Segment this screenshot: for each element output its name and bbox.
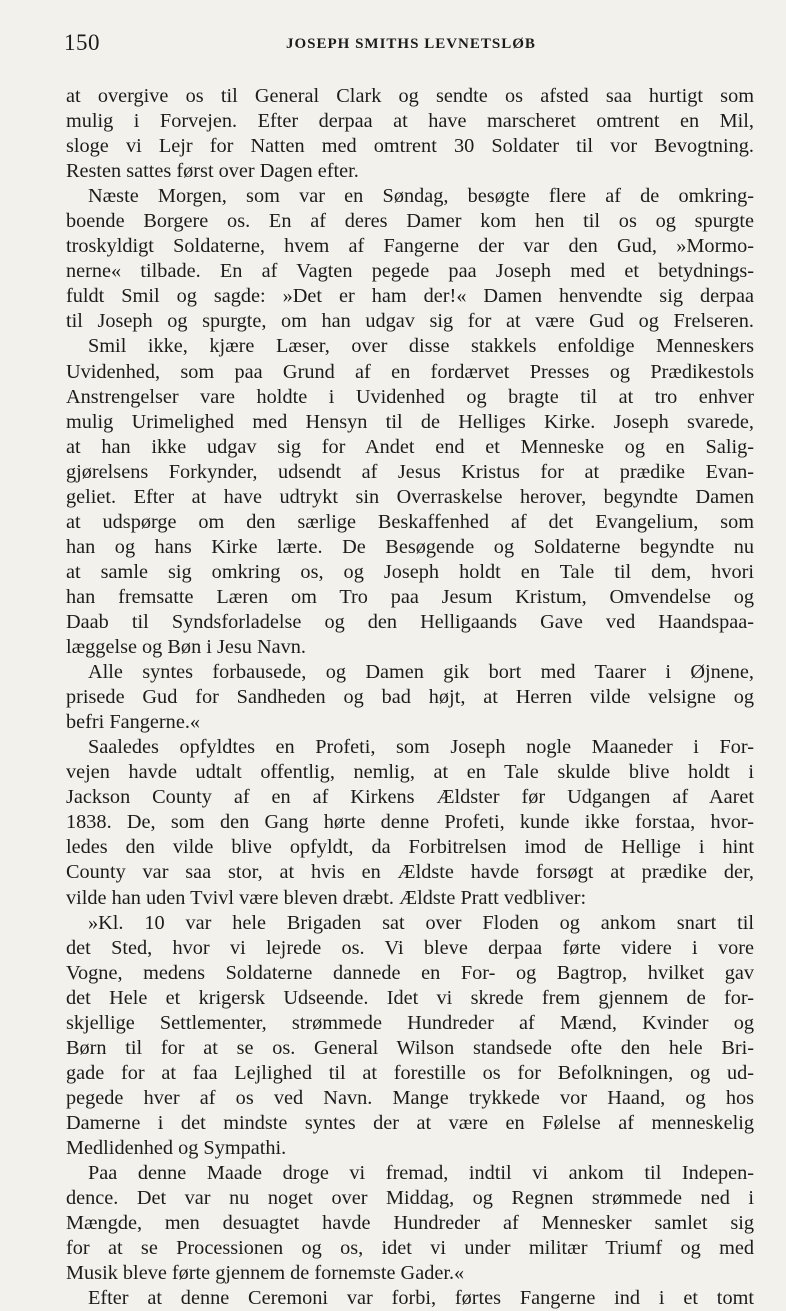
text-line: ledes den vilde blive opfyldt, da Forbitrelsen imod de Hellige i hint: [66, 836, 754, 859]
text-line: Efter at denne Ceremoni var forbi, førtes Fangerne ind i et tomt: [88, 1287, 754, 1310]
text-line: han og hans Kirke lærte. De Besøgende og Soldaterne begyndte nu: [66, 535, 754, 558]
text-line: Medlidenhed og Sympathi.: [66, 1136, 287, 1159]
text-line: gade for at faa Lejlighed til at forestille os for Befolkningen, og ud-: [66, 1061, 754, 1084]
text-line: læggelse og Bøn i Jesu Navn.: [66, 636, 306, 659]
text-line: 1838. De, som den Gang hørte denne Profeti, kunde ikke forstaa, hvor-: [66, 811, 754, 834]
text-line: »Kl. 10 var hele Brigaden sat over Floden og ankom snart til: [88, 911, 754, 934]
text-line: for at se Processionen og os, idet vi under militær Triumf og med: [66, 1237, 754, 1260]
text-line: pegede hver af os ved Navn. Mange trykkede vor Haand, og hos: [66, 1086, 754, 1109]
text-line: Alle syntes forbausede, og Damen gik bort med Taarer i Øjnene,: [88, 661, 754, 684]
text-line: sloge vi Lejr for Natten med omtrent 30 Soldater til vor Bevogtning.: [66, 135, 754, 158]
text-line: prisede Gud for Sandheden og bad højt, at Herren vilde velsigne og: [66, 686, 754, 709]
text-line: Mængde, men desuagtet havde Hundreder af Mennesker samlet sig: [66, 1212, 754, 1235]
text-line: Musik bleve førte gjennem de fornemste Gader.«: [66, 1262, 465, 1285]
body-text: [66, 84, 754, 1311]
text-line: Saaledes opfyldtes en Profeti, som Joseph nogle Maaneder i For-: [88, 736, 754, 759]
text-line: Resten sattes først over Dagen efter.: [66, 160, 359, 183]
text-line: Uvidenhed, som paa Grund af en fordærvet Presses og Prædikestols: [66, 360, 754, 383]
running-title: JOSEPH SMITHS LEVNETSLØB: [286, 36, 536, 52]
text-line: Daab til Syndsforladelse og den Helligaands Gave ved Haandspaa-: [66, 610, 754, 633]
text-line: nerne« tilbade. En af Vagten pegede paa Joseph med et betydnings-: [66, 260, 754, 283]
page-header: [62, 30, 756, 58]
text-line: vejen havde udtalt offentlig, nemlig, at en Tale skulde blive holdt i: [66, 761, 754, 784]
text-line: mulig i Forvejen. Efter derpaa at have marscheret omtrent en Mil,: [66, 110, 754, 133]
text-line: han fremsatte Læren om Tro paa Jesum Kristum, Omvendelse og: [66, 585, 754, 608]
text-line: Smil ikke, kjære Læser, over disse stakkels enfoldige Menneskers: [88, 335, 754, 358]
text-line: gjørelsens Forkynder, udsendt af Jesus Kristus for at prædike Evan-: [66, 460, 754, 483]
text-line: Vogne, medens Soldaterne dannede en For- og Bagtrop, hvilket gav: [66, 961, 754, 984]
page-number: 150: [64, 30, 100, 55]
text-line: boende Borgere os. En af deres Damer kom hen til os og spurgte: [66, 210, 754, 233]
text-line: at han ikke udgav sig for Andet end et Menneske og en Salig-: [66, 435, 754, 458]
text-line: at samle sig omkring os, og Joseph holdt en Tale til dem, hvori: [66, 560, 754, 583]
text-line: fuldt Smil og sagde: »Det er ham der!« Damen henvendte sig derpaa: [66, 285, 754, 308]
text-line: vilde han uden Tvivl være bleven dræbt. Ældste Pratt vedbliver:: [66, 886, 587, 909]
text-line: til Joseph og spurgte, om han udgav sig for at være Gud og Frelseren.: [66, 310, 754, 333]
text-line: det Hele et krigersk Udseende. Idet vi skrede frem gjennem de for-: [66, 986, 754, 1009]
text-line: at udspørge om den særlige Beskaffenhed af det Evangelium, som: [66, 510, 754, 533]
text-line: troskyldigt Soldaterne, hvem af Fangerne der var den Gud, »Mormo-: [66, 235, 754, 258]
text-line: det Sted, hvor vi lejrede os. Vi bleve derpaa førte videre i vore: [66, 936, 754, 959]
text-line: Anstrengelser vare holdte i Uvidenhed og bragte til at tro enhver: [66, 385, 754, 408]
text-line: Jackson County af en af Kirkens Ældster før Udgangen af Aaret: [66, 786, 754, 809]
text-line: Næste Morgen, som var en Søndag, besøgte flere af de omkring-: [88, 185, 754, 208]
text-line: befri Fangerne.«: [66, 711, 201, 734]
text-line: geliet. Efter at have udtrykt sin Overraskelse herover, begyndte Damen: [66, 485, 754, 508]
text-line: Børn til for at se os. General Wilson standsede ofte den hele Bri-: [66, 1036, 754, 1059]
text-line: at overgive os til General Clark og sendte os afsted saa hurtigt som: [66, 85, 754, 107]
text-line: Damerne i det mindste syntes der at være en Følelse af menneskelig: [66, 1111, 754, 1134]
text-line: mulig Urimelighed med Hensyn til de Helliges Kirke. Joseph svarede,: [66, 410, 754, 433]
text-line: dence. Det var nu noget over Middag, og Regnen strømmede ned i: [66, 1187, 754, 1210]
text-line: skjellige Settlementer, strømmede Hundreder af Mænd, Kvinder og: [66, 1011, 754, 1034]
text-line: Paa denne Maade droge vi fremad, indtil vi ankom til Indepen-: [88, 1162, 754, 1185]
text-line: County var saa stor, at hvis en Ældste havde forsøgt at prædike der,: [66, 861, 754, 884]
